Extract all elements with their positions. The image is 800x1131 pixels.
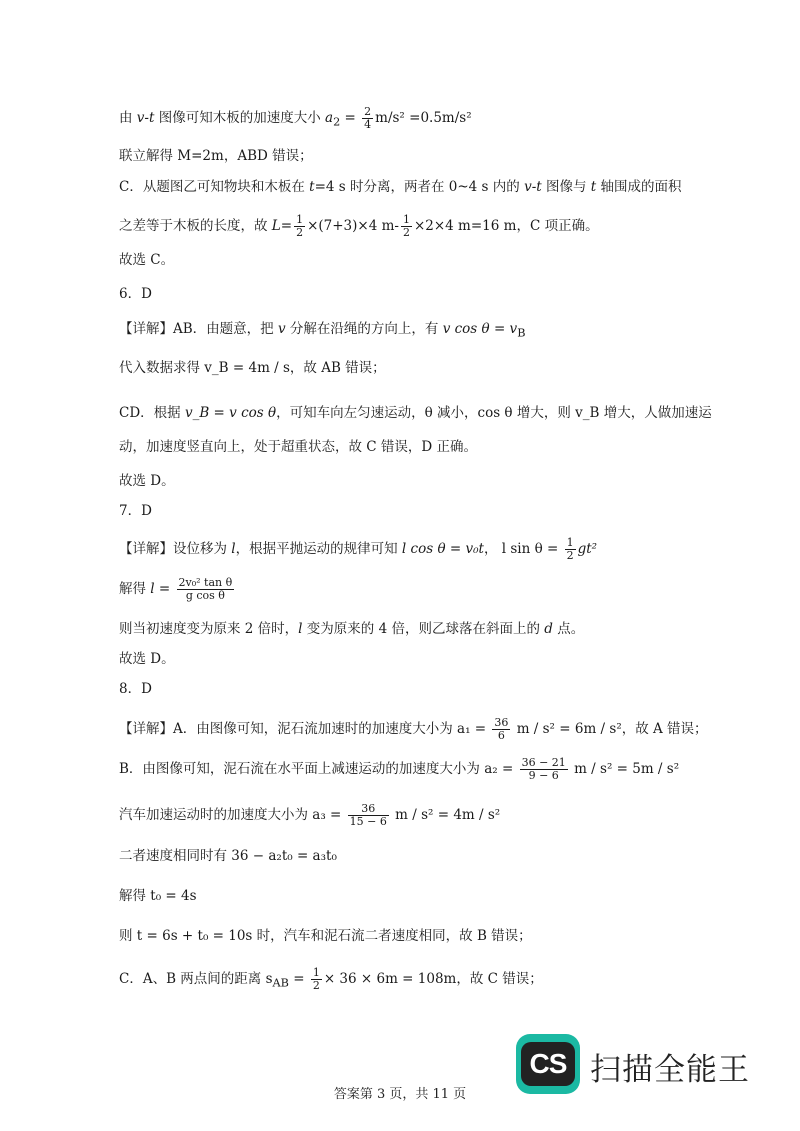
question-number: 7．D bbox=[119, 503, 152, 519]
text-line: C．A、B 两点间的距离 $s_{AB}$ = $\frac{1}{2}$ × 36 × 6m = 108m，故 C 错误； bbox=[119, 966, 543, 992]
question-number: 6．D bbox=[119, 286, 152, 302]
text-line: B．由图像可知，泥石流在水平面上减速运动的加速度大小为 a₂ = $\frac{36 - 21}{9 - 6}$ m / s² = 5m / s² bbox=[119, 756, 680, 782]
text-line: 动，加速度竖直向上，处于超重状态，故 C 错误，D 正确。 bbox=[119, 439, 478, 455]
fraction: $\frac{1}{2}$ bbox=[296, 213, 304, 239]
fraction: $\frac{2}{4}$ bbox=[364, 105, 372, 131]
fraction: $\frac{\text{2v₀² tan θ}}{\text{g cos θ}}$ bbox=[178, 576, 233, 602]
fraction: $\frac{1}{2}$ bbox=[566, 536, 574, 562]
text-line: C．从题图乙可知物块和木板在 t=4 s 时分离，两者在 0~4 s 内的 v-t 图像与 t 轴围成的面积 bbox=[119, 179, 682, 195]
text-line: 故选 D。 bbox=[119, 651, 175, 667]
text-line: 解得 t₀ = 4s bbox=[119, 888, 197, 904]
text-line: CD．根据 v_B = v cos θ，可知车向左匀速运动，θ 减小，cos θ 增大，则 v_B 增大，人做加速运 bbox=[119, 405, 712, 421]
text-line: 【详解】A．由图像可知，泥石流加速时的加速度大小为 a₁ = $\frac{36}{6}$ m / s² = 6m / s²，故 A 错误； bbox=[119, 716, 708, 742]
fraction: $\frac{1}{2}$ bbox=[402, 213, 410, 239]
text-line: 则 t = 6s + t₀ = 10s 时，汽车和泥石流二者速度相同，故 B 错误； bbox=[119, 928, 532, 944]
camscanner-logo-mark: CS bbox=[521, 1042, 575, 1086]
fraction: $\frac{1}{2}$ bbox=[312, 966, 320, 992]
text-line: 【详解】AB．由题意，把 v 分解在沿绳的方向上，有 v $\cos \theta = v_B$ bbox=[119, 321, 526, 340]
text-line: 之差等于木板的长度，故 L= $\frac{1}{2}$ ×(7+3)×4 m- $\frac{1}{2}$ ×2×4 m=16 m，C 项正确。 bbox=[119, 213, 599, 239]
question-number: 8．D bbox=[119, 681, 152, 697]
fraction: $\frac{36}{15 - 6}$ bbox=[349, 802, 387, 828]
text-line: 二者速度相同时有 36 − a₂t₀ = a₃t₀ bbox=[119, 848, 337, 864]
text-line: 则当初速度变为原来 2 倍时，l 变为原来的 4 倍，则乙球落在斜面上的 d 点。 bbox=[119, 621, 585, 637]
text-line: 由 v-t 图像可知木板的加速度大小 $a_2$ = $\frac{2}{4}$ m/s² =0.5m/s² bbox=[119, 105, 472, 131]
text-line: 汽车加速运动时的加速度大小为 a₃ = $\frac{36}{15 - 6}$ m / s² = 4m / s² bbox=[119, 802, 501, 828]
text-line: 故选 C。 bbox=[119, 252, 175, 268]
text-line: 解得 l = $\frac{\text{2v₀² tan θ}}{\text{g cos θ}}$ bbox=[119, 576, 233, 602]
fraction: $\frac{36}{6}$ bbox=[494, 716, 509, 742]
text-line: 联立解得 M=2m，ABD 错误； bbox=[119, 148, 313, 164]
text-line: 【详解】设位移为 l，根据平抛运动的规律可知 l cos θ = v₀t， l sin θ = $\frac{1}{2}$ gt² bbox=[119, 536, 598, 562]
text-line: 故选 D。 bbox=[119, 473, 175, 489]
text-line: 代入数据求得 v_B = 4m / s，故 AB 错误； bbox=[119, 360, 386, 376]
watermark-text: 扫描全能王 bbox=[590, 1052, 750, 1088]
page-footer: 答案第 3 页，共 11 页 bbox=[333, 1087, 467, 1102]
fraction: $\frac{36 - 21}{9 - 6}$ bbox=[521, 756, 566, 782]
